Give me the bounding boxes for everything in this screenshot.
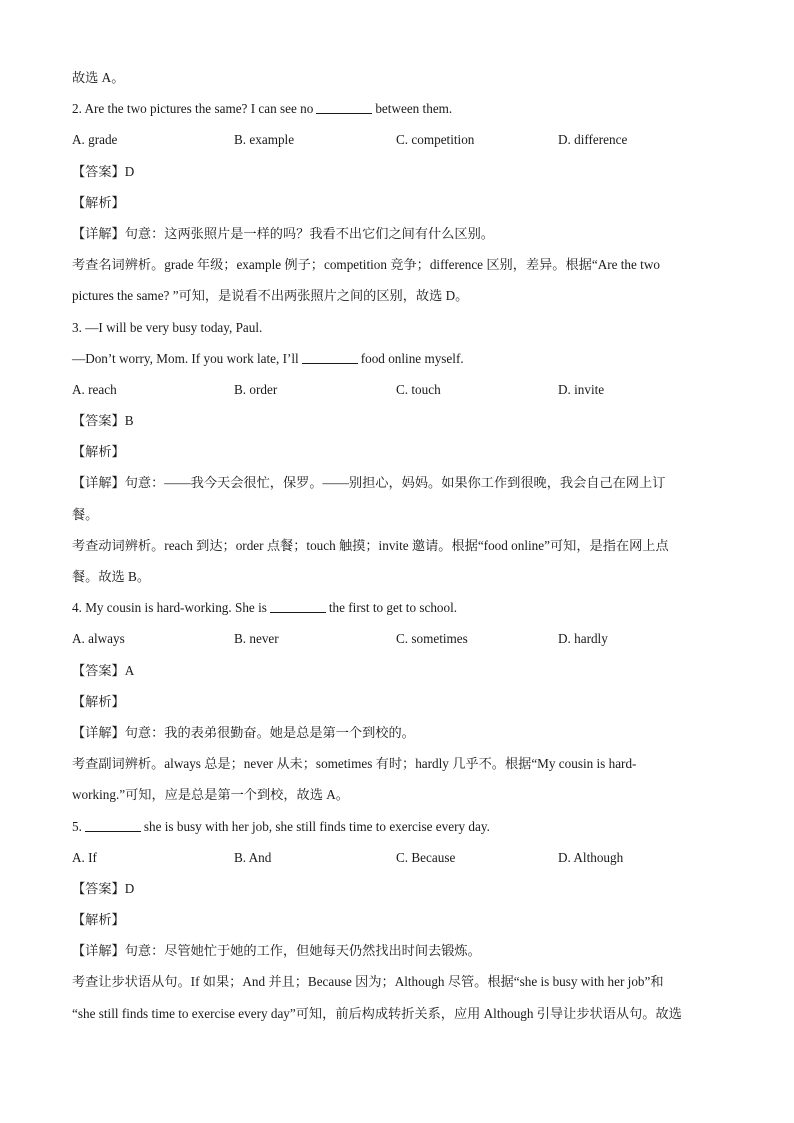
question-2-detail-2: 考查名词辨析。grade 年级；example 例子；competition 竞争；difference 区别，差异。根据“Are the two — [72, 257, 660, 273]
question-3-options — [72, 374, 722, 405]
question-3-detail-3: 考查动词辨析。reach 到达；order 点餐；touch 触摸；invite 邀请。根据“food online”可知，是指在网上点 — [72, 537, 669, 553]
document-page — [72, 62, 722, 1029]
question-2-detail-1: 【详解】句意：这两张照片是一样的吗？我看不出它们之间有什么区别。 — [72, 225, 494, 241]
question-3-stem: —Don’t worry, Mom. If you work late, I’ll food online myself. — [72, 350, 464, 366]
question-2-analysis-label: 【解析】 — [72, 194, 125, 210]
option-b: B. never — [234, 631, 279, 647]
question-3-stem-line-1: 3. —I will be very busy today, Paul. — [72, 319, 263, 335]
option-c: C. touch — [396, 381, 441, 397]
option-d: D. hardly — [558, 631, 608, 647]
option-d: D. Although — [558, 849, 624, 865]
option-b: B. order — [234, 381, 278, 397]
option-d: D. invite — [558, 381, 605, 397]
question-3-detail-1: 【详解】句意：——我今天会很忙，保罗。——别担心，妈妈。如果你工作到很晚，我会自己在网上订 — [72, 475, 666, 491]
question-2-stem: 2. Are the two pictures the same? I can see no between them. — [72, 101, 453, 117]
question-2-options — [72, 124, 722, 155]
option-d: D. difference — [558, 132, 628, 148]
question-4-stem: 4. My cousin is hard-working. She is the first to get to school. — [72, 600, 458, 616]
question-4-detail-1: 【详解】句意：我的表弟很勤奋。她是总是第一个到校的。 — [72, 724, 415, 740]
answer-blank — [270, 600, 326, 613]
question-5-detail-1: 【详解】句意：尽管她忙于她的工作，但她每天仍然找出时间去锻炼。 — [72, 943, 481, 959]
question-3-detail-2: 餐。 — [72, 506, 99, 522]
option-b: B. And — [234, 849, 272, 865]
question-5-options — [72, 842, 722, 873]
question-2-answer: 【答案】D — [72, 163, 135, 179]
question-4-analysis-label: 【解析】 — [72, 693, 125, 709]
question-3-detail-4: 餐。故选 B。 — [72, 569, 151, 584]
question-5-detail-2: 考查让步状语从句。If 如果；And 并且；Because 因为；Although 尽管。根据“she is busy with her job”和 — [72, 974, 664, 990]
option-c: C. sometimes — [396, 631, 468, 647]
option-a: A. always — [72, 631, 125, 647]
question-5-detail-3: “she still finds time to exercise every day”可知，前后构成转折关系，应用 Although 引导让步状语从句。故选 — [72, 1005, 682, 1021]
option-c: C. Because — [396, 849, 456, 865]
answer-blank — [316, 101, 372, 114]
option-a: A. grade — [72, 132, 118, 148]
intro-text: 故选 A。 — [72, 70, 125, 85]
option-a: A. If — [72, 849, 97, 865]
question-3-answer: 【答案】B — [72, 413, 134, 429]
question-4-detail-3: working.”可知，应是总是第一个到校，故选 A。 — [72, 787, 349, 803]
option-b: B. example — [234, 132, 295, 148]
question-4-detail-2: 考查副词辨析。always 总是；never 从未；sometimes 有时；hardly 几乎不。根据“My cousin is hard- — [72, 756, 637, 772]
answer-blank — [302, 351, 358, 364]
option-c: C. competition — [396, 132, 475, 148]
question-5-analysis-label: 【解析】 — [72, 912, 125, 928]
question-5-stem: 5. she is busy with her job, she still finds time to exercise every day. — [72, 818, 490, 834]
question-2-detail-3: pictures the same? ”可知，是说看不出两张照片之间的区别，故选 D。 — [72, 288, 469, 304]
question-5-answer: 【答案】D — [72, 880, 135, 896]
option-a: A. reach — [72, 381, 117, 397]
question-4-answer: 【答案】A — [72, 662, 135, 678]
question-4-options — [72, 623, 722, 654]
answer-blank — [85, 819, 141, 832]
question-3-analysis-label: 【解析】 — [72, 444, 125, 460]
